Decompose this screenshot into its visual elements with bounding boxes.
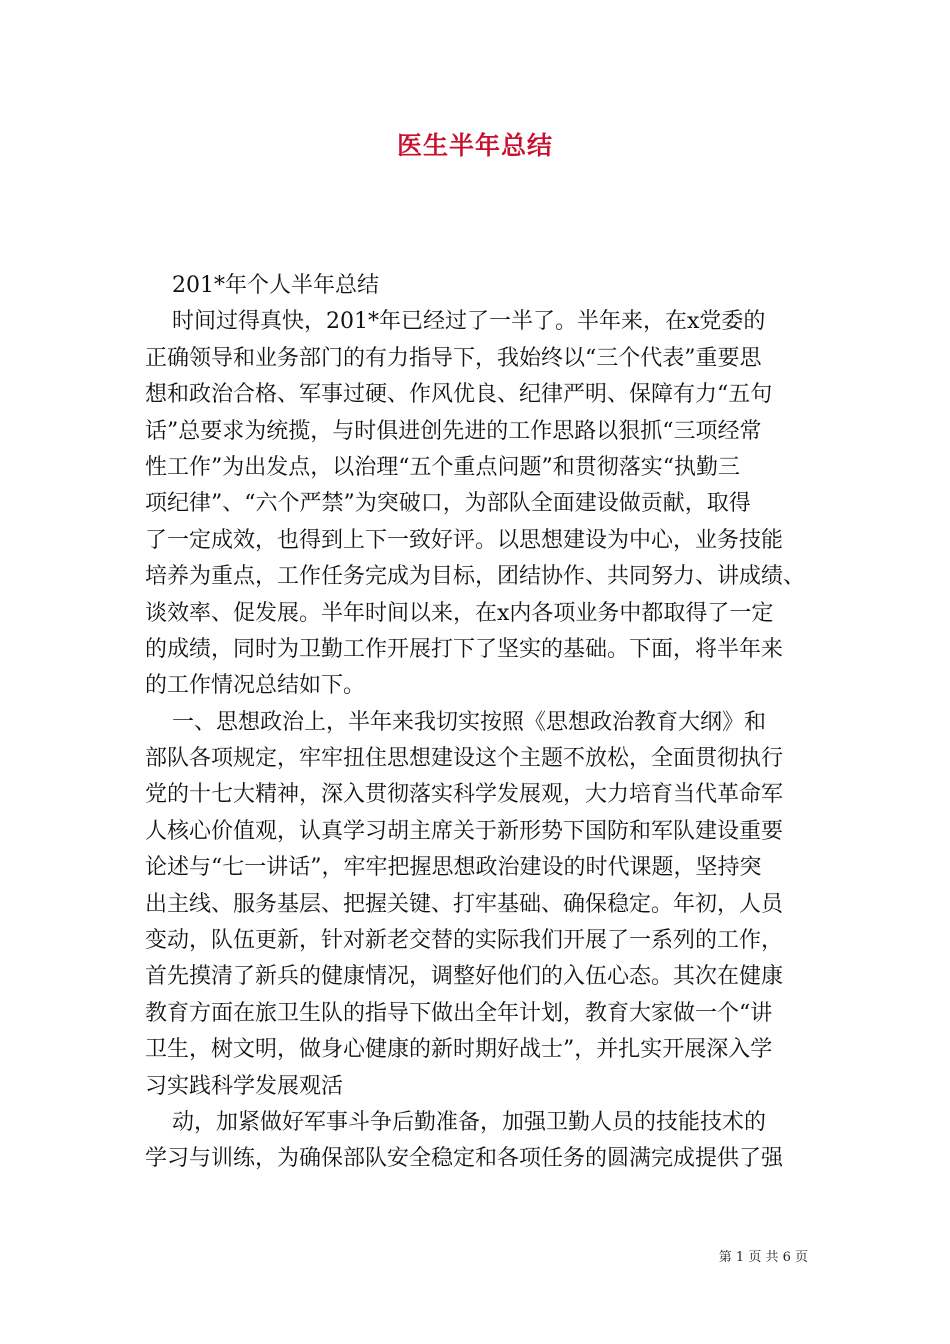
body-line: 项纪律”、“六个严禁”为突破口，为部队全面建设做贡献，取得 (145, 491, 751, 517)
body-line: 一、思想政治上，半年来我切实按照《思想政治教育大纲》和 (172, 709, 767, 735)
body-line: 学习与训练，为确保部队安全稳定和各项任务的圆满完成提供了强 (145, 1146, 784, 1172)
body-line: 动，加紧做好军事斗争后勤准备，加强卫勤人员的技能技术的 (172, 1109, 767, 1135)
body-line: 201*年个人半年总结 (172, 273, 379, 298)
body-line: 党的十七大精神，深入贯彻落实科学发展观，大力培育当代革命军 (145, 782, 784, 808)
body-line: 部队各项规定，牢牢扭住思想建设这个主题不放松，全面贯彻执行 (145, 746, 784, 772)
document-title: 医生半年总结 (396, 131, 553, 160)
body-line: 的成绩，同时为卫勤工作开展打下了坚实的基础。下面，将半年来 (145, 636, 784, 662)
body-line: 了一定成效，也得到上下一致好评。以思想建设为中心，业务技能 (145, 527, 784, 553)
body-line: 正确领导和业务部门的有力指导下，我始终以“三个代表”重要思 (145, 345, 762, 371)
document-body (145, 268, 807, 1178)
body-line: 时间过得真快，201*年已经过了一半了。半年来，在x党委的 (172, 309, 766, 335)
body-line: 人核心价值观，认真学习胡主席关于新形势下国防和军队建设重要 (145, 818, 784, 844)
body-line: 的工作情况总结如下。 (145, 673, 366, 699)
body-line: 变动，队伍更新，针对新老交替的实际我们开展了一系列的工作， (145, 928, 784, 954)
body-line: 首先摸清了新兵的健康情况，调整好他们的入伍心态。其次在健康 (145, 964, 784, 990)
body-line: 论述与“七一讲话”，牢牢把握思想政治建设的时代课题，坚持突 (145, 855, 762, 881)
body-line: 话”总要求为统揽，与时俱进创先进的工作思路以狠抓“三项经常 (145, 418, 762, 444)
body-line: 卫生，树文明，做身心健康的新时期好战士”，并扎实开展深入学 (145, 1037, 773, 1063)
body-line: 性工作”为出发点，以治理“五个重点问题”和贯彻落实“执勤三 (145, 454, 740, 480)
body-line: 培养为重点，工作任务完成为目标，团结协作、共同努力、讲成绩、 (145, 564, 806, 590)
body-line: 出主线、服务基层、把握关键、打牢基础、确保稳定。年初，人员 (145, 891, 784, 917)
body-line: 谈效率、促发展。半年时间以来，在x内各项业务中都取得了一定 (145, 600, 774, 626)
body-line: 想和政治合格、军事过硬、作风优良、纪律严明、保障有力“五句 (145, 382, 773, 408)
page-number: 第 1 页 共 6 页 (718, 1250, 808, 1265)
body-line: 习实践科学发展观活 (145, 1073, 344, 1099)
body-line: 教育方面在旅卫生队的指导下做出全年计划，教育大家做一个“讲 (145, 1000, 773, 1026)
